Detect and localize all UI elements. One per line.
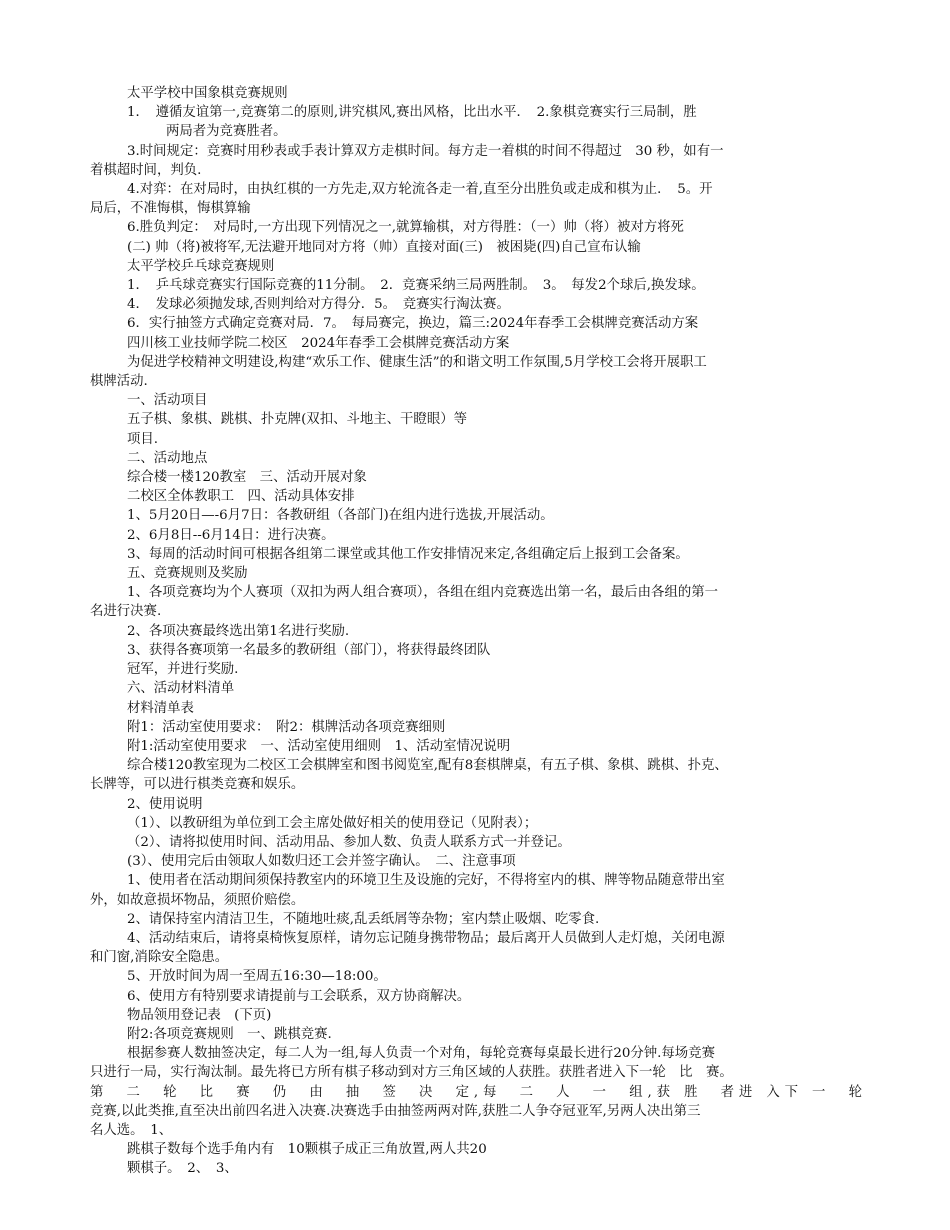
paragraph: 综合楼一楼120教室 三、活动开展对象 — [127, 470, 367, 486]
paragraph: 3、每周的活动时间可根据各组第二课堂或其他工作安排情况来定,各组确定后上报到工会备案。 — [127, 546, 689, 562]
paragraph: 6、使用方有特别要求请提前与工会联系，双方协商解决。 — [127, 988, 471, 1004]
paragraph: (二) 帅（将)被将军,无法避开地同对方将（帅）直接对面(三) 被困毙(四)自己宣布认输 — [127, 239, 641, 255]
section-heading: 二、活动地点 — [127, 450, 208, 466]
paragraph: 外，如故意损坏物品，须照价赔偿。 — [90, 892, 305, 908]
paragraph: 为促进学校精神文明建设,构建“欢乐工作、健康生活”的和谐文明工作氛围,5月学校工会将开展职工 — [127, 354, 707, 370]
paragraph: 2、各项决赛最终选出第1名进行奖励. — [127, 623, 350, 639]
paragraph: 冠军，并进行奖励. — [127, 662, 239, 678]
paragraph: 跳棋子数每个选手角内有 10颗棋子成正三角放置,两人共20 — [127, 1142, 487, 1158]
document-body — [90, 84, 862, 1179]
paragraph: 竞赛,以此类推,直至决出前四名进入决赛.决赛选手由抽签两两对阵,获胜二人争夺冠亚军,另两人决出第三 — [90, 1103, 701, 1119]
paragraph: 根据参赛人数抽签决定，每二人为一组,每人负责一个对角，每轮竞赛每桌最长进行20分钟.每场竞赛 — [127, 1046, 715, 1062]
paragraph: 4.对弈：在对局时，由执红棋的一方先走,双方轮流各走一着,直至分出胜负或走成和棋为止． 5。开 — [127, 182, 713, 198]
paragraph: 材料清单表 — [127, 700, 194, 716]
paragraph: 4． 发球必须抛发球,否则判给对方得分．5。 竞赛实行淘汰赛。 — [127, 297, 510, 313]
paragraph: 2、6月8日--6月14日：进行决赛。 — [127, 527, 335, 543]
paragraph: 2、请保持室内清洁卫生，不随地吐痰,乱丢纸屑等杂物；室内禁止吸烟、吃零食. — [127, 911, 600, 927]
paragraph: 5、开放时间为周一至周五16:30—18:00。 — [127, 969, 387, 985]
paragraph: 6.胜负判定： 对局时,一方出现下列情况之一,就算输棋，对方得胜：（一）帅（将）被对方将死 — [127, 220, 684, 236]
paragraph: 着棋超时间，判负. — [90, 162, 202, 178]
section-heading: 一、活动项目 — [127, 393, 208, 409]
paragraph: （2）、请将拟使用时间、活动用品、参加人数、负责人联系方式一并登记。 — [127, 834, 571, 850]
paragraph: 4、活动结束后，请将桌椅恢复原样，请勿忘记随身携带物品；最后离开人员做到人走灯熄，关闭电源 — [127, 930, 725, 946]
paragraph: 和门窗,消除安全隐患。 — [90, 950, 229, 966]
paragraph: 两局者为竞赛胜者。 — [166, 124, 287, 140]
paragraph: 项目. — [127, 431, 159, 447]
paragraph: 只进行一局，实行淘汰制。最先将已方所有棋子移动到对方三角区域的人获胜。获胜者进入下一轮 比 赛。 — [90, 1065, 733, 1081]
paragraph: 第 二 轮 比 赛 仍 由 抽 签 决 定,每 二 人 一 组,获 胜 者进 入下 一 轮 — [90, 1084, 862, 1100]
paragraph: 附2:各项竞赛规则 一、跳棋竞赛. — [127, 1026, 332, 1042]
paragraph: 1． 遵循友谊第一,竞赛第二的原则,讲究棋风,赛出风格，比出水平． 2.象棋竞赛实行三局制，胜 — [127, 105, 697, 121]
paragraph: 1、各项竞赛均为个人赛项（双扣为两人组合赛项），各组在组内竞赛选出第一名，最后由各组的第一 — [127, 585, 719, 601]
paragraph: 名人选。 1、 — [90, 1122, 173, 1138]
heading-chess-rules: 太平学校中国象棋竞赛规则 — [127, 86, 288, 101]
paragraph: 颗棋子。 2、 3、 — [127, 1161, 238, 1177]
paragraph: 物品领用登记表 (下页) — [127, 1007, 272, 1023]
paragraph: 附1:活动室使用要求 一、活动室使用细则 1、活动室情况说明 — [127, 738, 511, 754]
paragraph: (3）、使用完后由领取人如数归还工会并签字确认。 二、注意事项 — [127, 854, 516, 870]
paragraph: 1、使用者在活动期间须保持教室内的环境卫生及设施的完好，不得将室内的棋、牌等物品随意带出室 — [127, 873, 725, 889]
paragraph: 综合楼120教室现为二校区工会棋牌室和图书阅览室,配有8套棋牌桌，有五子棋、象棋、跳棋、扑克、 — [127, 758, 728, 774]
paragraph: 长牌等，可以进行棋类竞赛和娱乐。 — [90, 777, 305, 793]
paragraph: 二校区全体教职工 四、活动具体安排 — [127, 489, 355, 505]
paragraph: 2、使用说明 — [127, 796, 203, 812]
heading-activity-plan: 四川核工业技师学院二校区 2024年春季工会棋牌竞赛活动方案 — [127, 335, 510, 351]
paragraph: 3、获得各赛项第一名最多的教研组（部门），将获得最终团队 — [127, 642, 491, 658]
paragraph: 五子棋、象棋、跳棋、扑克牌(双扣、斗地主、干瞪眼）等 — [127, 412, 467, 428]
paragraph: 3.时间规定：竞赛时用秒表或手表计算双方走棋时间。每方走一着棋的时间不得超过 30 秒，如有一 — [127, 143, 724, 159]
paragraph: 棋牌活动. — [90, 374, 148, 390]
section-heading: 六、活动材料清单 — [127, 681, 235, 697]
paragraph: 附1：活动室使用要求： 附2：棋牌活动各项竞赛细则 — [127, 719, 446, 735]
paragraph: 名进行决赛. — [90, 604, 162, 620]
paragraph: 1． 乒乓球竞赛实行国际竞赛的11分制。 2．竞赛采纳三局两胜制。 3。 每发2个球后,换发球。 — [127, 278, 705, 294]
heading-pingpong-rules: 太平学校乒乓球竞赛规则 — [127, 258, 275, 274]
paragraph: （1）、以教研组为单位到工会主席处做好相关的使用登记（见附表）； — [127, 815, 538, 831]
paragraph: 局后，不准悔棋，悔棋算输 — [90, 201, 251, 217]
paragraph: 6．实行抽签方式确定竞赛对局．7。 每局赛完，换边，篇三:2024年春季工会棋牌竞赛活动方案 — [127, 316, 699, 332]
paragraph: 1、5月20日—-6月7日：各教研组（各部门)在组内进行选拔,开展活动。 — [127, 508, 554, 524]
section-heading: 五、竞赛规则及奖励 — [127, 566, 248, 582]
